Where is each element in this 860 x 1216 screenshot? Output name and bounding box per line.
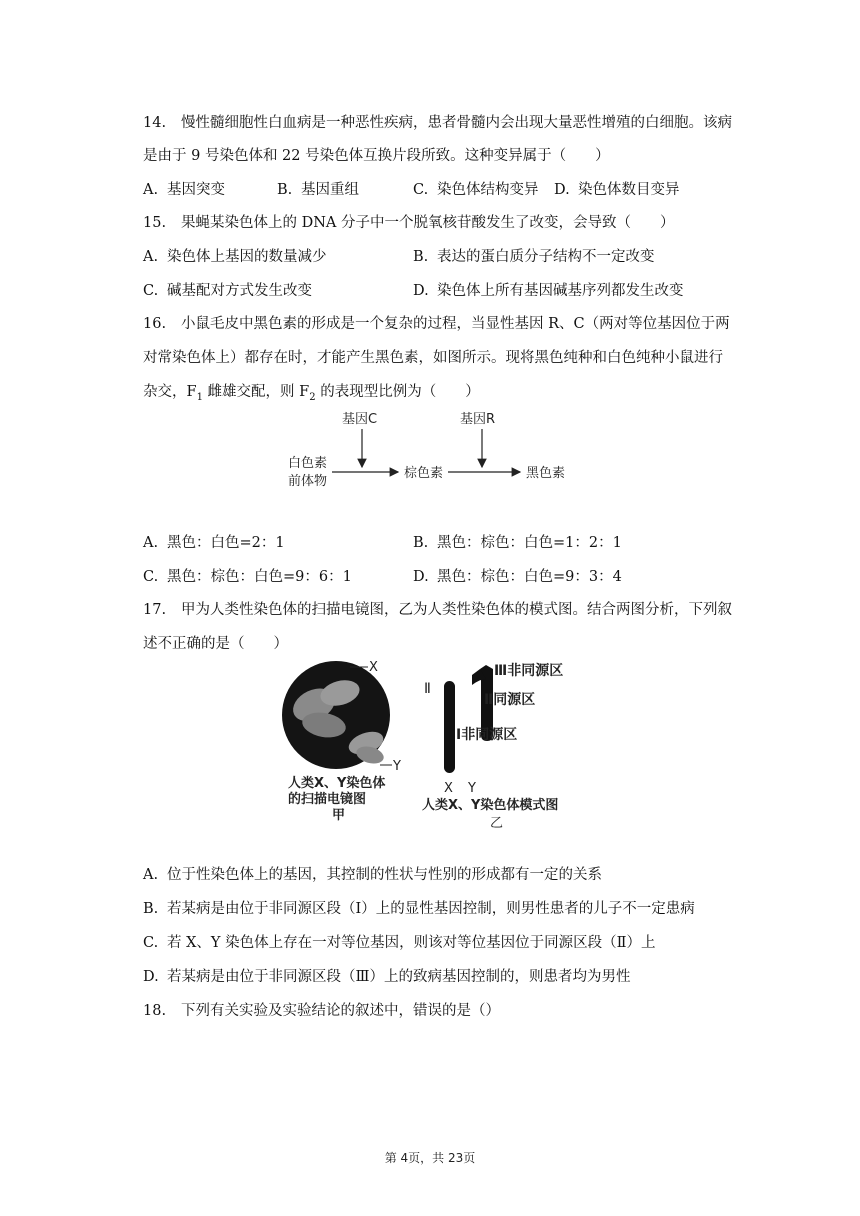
micrograph-y-label: Y xyxy=(393,759,401,774)
q16-stem-line2: 对常染色体上）都存在时，才能产生黑色素，如图所示。现将黑色纯种和白色纯种小鼠进行 xyxy=(143,350,723,366)
q14-option-a: A. 基因突变 xyxy=(143,182,225,198)
page-footer: 第 4页，共 23页 xyxy=(384,1151,476,1165)
q17-option-c: C. 若 X、Y 染色体上存在一对等位基因，则该对等位基因位于同源区段（Ⅱ）上 xyxy=(143,935,656,951)
gene-r-label: 基因R xyxy=(460,412,496,427)
black-pigment-label: 黑色素 xyxy=(526,466,566,481)
micrograph-panel xyxy=(282,660,401,823)
brown-pigment-label: 棕色素 xyxy=(404,466,444,481)
q14-text: 慢性髓细胞性白血病是一种恶性疾病，患者骨髓内会出现大量恶性增殖的白细胞。该病 xyxy=(181,115,732,131)
region-i-label: Ⅰ非同源区 xyxy=(456,727,518,743)
region-ii-roman: Ⅱ xyxy=(424,681,431,697)
region-ii-label: Ⅱ同源区 xyxy=(484,692,536,708)
q16-option-b: B. 黑色：棕色：白色=1：2：1 xyxy=(413,535,622,551)
q14-option-b: B. 基因重组 xyxy=(277,182,359,198)
q15-option-d: D. 染色体上所有基因碱基序列都发生改变 xyxy=(413,283,684,299)
precursor-label-line1: 白色素 xyxy=(288,456,328,471)
q15-option-a: A. 染色体上基因的数量减少 xyxy=(143,249,327,265)
q17-number: 17. xyxy=(143,602,167,618)
q16-option-d: D. 黑色：棕色：白色=9：3：4 xyxy=(413,569,622,585)
q16-text: 小鼠毛皮中黑色素的形成是一个复杂的过程，当显性基因 R、C（两对等位基因位于两 xyxy=(181,316,730,332)
q14-option-c: C. 染色体结构变异 xyxy=(413,182,539,198)
micrograph-caption-line1: 人类X、Y染色体 xyxy=(288,776,386,791)
schematic-caption-label: 乙 xyxy=(490,816,504,830)
schematic-y-label: Y xyxy=(468,781,476,796)
q16-stem-line3: 杂交，$F_1$ 雌雄交配，则 $F_2$ 的表现型比例为（ ） xyxy=(143,384,480,403)
q14-option-d: D. 染色体数目变异 xyxy=(554,182,680,198)
pigment-pathway-diagram xyxy=(280,405,590,495)
region-iii-label: Ⅲ非同源区 xyxy=(494,663,564,679)
micrograph-caption-label: 甲 xyxy=(332,808,346,823)
schematic-x-label: X xyxy=(444,781,453,796)
q15-stem-line1 xyxy=(143,212,763,234)
gene-c-label: 基因C xyxy=(342,412,378,427)
q18-text: 下列有关实验及实验结论的叙述中，错误的是（） xyxy=(181,1003,500,1019)
q17-stem-line2: 述不正确的是（ ） xyxy=(143,636,288,652)
q16-number: 16. xyxy=(143,316,167,332)
sex-chromosome-figure xyxy=(280,655,600,830)
q18-stem-line1 xyxy=(143,1000,763,1022)
q14-stem-line2: 是由于 9 号染色体和 22 号染色体互换片段所致。这种变异属于（ ） xyxy=(143,148,610,164)
precursor-label-line2: 前体物 xyxy=(288,474,328,489)
q15-option-b: B. 表达的蛋白质分子结构不一定改变 xyxy=(413,249,655,265)
q15-number: 15. xyxy=(143,215,167,231)
q15-option-c: C. 碱基配对方式发生改变 xyxy=(143,283,312,299)
q16-option-c: C. 黑色：棕色：白色=9：6：1 xyxy=(143,569,352,585)
q16-option-a: A. 黑色：白色=2：1 xyxy=(143,535,285,551)
q17-option-b: B. 若某病是由位于非同源区段（Ⅰ）上的显性基因控制，则男性患者的儿子不一定患病 xyxy=(143,901,695,917)
q18-number: 18. xyxy=(143,1003,167,1019)
schematic-panel xyxy=(422,663,563,830)
q17-option-a: A. 位于性染色体上的基因，其控制的性状与性别的形成都有一定的关系 xyxy=(143,867,602,883)
q14-stem-line1 xyxy=(143,112,763,134)
micrograph-x-label: X xyxy=(369,660,378,675)
q17-text: 甲为人类性染色体的扫描电镜图，乙为人类性染色体的模式图。结合两图分析，下列叙 xyxy=(181,602,732,618)
q16-stem-line1 xyxy=(143,313,763,335)
q17-stem-line1 xyxy=(143,599,763,621)
schematic-caption-line: 人类X、Y染色体模式图 xyxy=(422,798,559,813)
x-chromosome-bar xyxy=(444,681,455,773)
q17-option-d: D. 若某病是由位于非同源区段（Ⅲ）上的致病基因控制的，则患者均为男性 xyxy=(143,969,631,985)
q14-number: 14. xyxy=(143,115,167,131)
q15-text: 果蝇某染色体上的 DNA 分子中一个脱氧核苷酸发生了改变，会导致（ ） xyxy=(181,215,675,231)
micrograph-caption-line2: 的扫描电镜图 xyxy=(288,792,367,807)
